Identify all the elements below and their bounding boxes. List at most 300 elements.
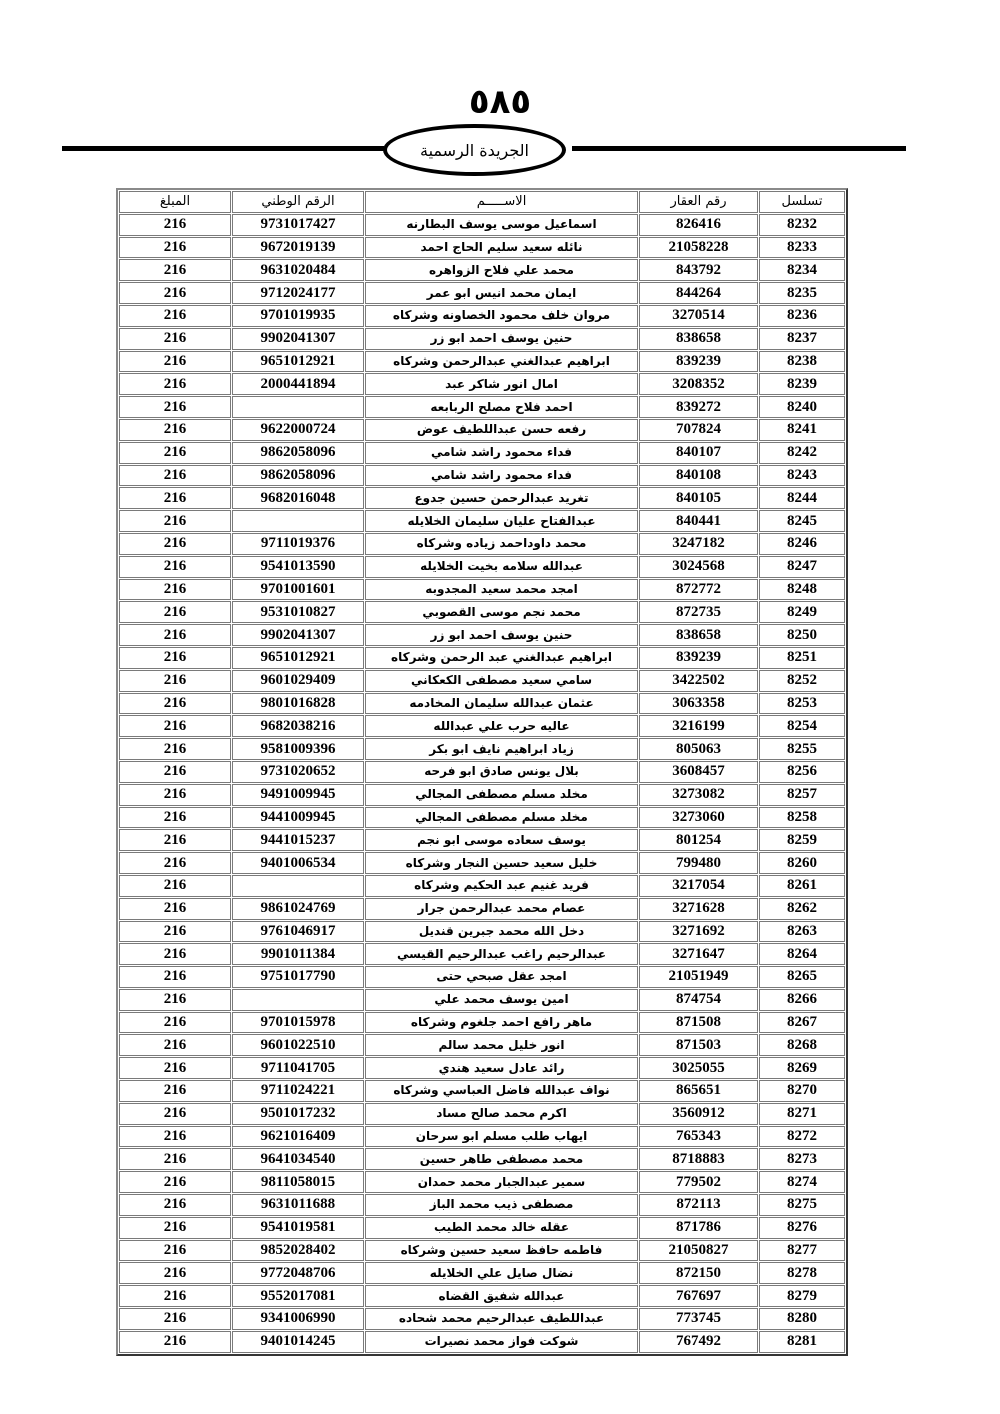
table-row <box>119 1217 845 1239</box>
cell-national-id: 9581009396 <box>232 738 364 760</box>
cell-serial: 8238 <box>759 351 845 373</box>
cell-name: شوكت فواز محمد نصيرات <box>365 1331 638 1353</box>
cell-serial: 8251 <box>759 647 845 669</box>
cell-national-id: 9801016828 <box>232 693 364 715</box>
cell-amount: 216 <box>119 1331 231 1353</box>
cell-serial: 8236 <box>759 305 845 327</box>
table-row <box>119 465 845 487</box>
cell-serial: 8237 <box>759 328 845 350</box>
table-row <box>119 442 845 464</box>
cell-name: ايهاب طلب مسلم ابو سرحان <box>365 1126 638 1148</box>
cell-property-number: 767697 <box>639 1285 758 1307</box>
cell-serial: 8266 <box>759 989 845 1011</box>
table-row <box>119 1126 845 1148</box>
cell-name: مصطفى ذيب محمد الباز <box>365 1194 638 1216</box>
cell-serial: 8268 <box>759 1034 845 1056</box>
cell-national-id: 9761046917 <box>232 921 364 943</box>
column-header-property-number: رقم العقار <box>639 191 758 213</box>
cell-national-id: 9601029409 <box>232 670 364 692</box>
publication-title: الجريدة الرسمية <box>419 140 529 160</box>
cell-property-number: 872150 <box>639 1262 758 1284</box>
table-row <box>119 556 845 578</box>
cell-name: عاليه حرب علي عبدالله <box>365 715 638 737</box>
cell-name: ماهر رافع احمد جلغوم وشركاه <box>365 1012 638 1034</box>
cell-serial: 8278 <box>759 1262 845 1284</box>
cell-amount: 216 <box>119 1262 231 1284</box>
cell-national-id: 9861024769 <box>232 898 364 920</box>
cell-name: نواف عبدالله فاضل العباسي وشركاه <box>365 1080 638 1102</box>
cell-amount: 216 <box>119 784 231 806</box>
cell-name: مخلد مسلم مصطفى المجالي <box>365 784 638 806</box>
cell-serial: 8234 <box>759 259 845 281</box>
cell-amount: 216 <box>119 807 231 829</box>
cell-name: رفعه حسن عبداللطيف عوض <box>365 419 638 441</box>
table-row <box>119 1262 845 1284</box>
cell-national-id: 9701001601 <box>232 579 364 601</box>
cell-national-id: 9811058015 <box>232 1171 364 1193</box>
table-row <box>119 921 845 943</box>
table-row <box>119 647 845 669</box>
cell-serial: 8274 <box>759 1171 845 1193</box>
cell-amount: 216 <box>119 898 231 920</box>
cell-name: عبدالله سلامه بخيت الخلايله <box>365 556 638 578</box>
cell-amount: 216 <box>119 1012 231 1034</box>
cell-name: عبدالفتاح عليان سليمان الخلايله <box>365 510 638 532</box>
cell-serial: 8232 <box>759 214 845 236</box>
cell-name: عصام محمد عبدالرحمن جرار <box>365 898 638 920</box>
cell-name: انور خليل محمد سالم <box>365 1034 638 1056</box>
table-row <box>119 761 845 783</box>
cell-national-id: 9631011688 <box>232 1194 364 1216</box>
table-row <box>119 1034 845 1056</box>
cell-amount: 216 <box>119 510 231 532</box>
cell-serial: 8259 <box>759 829 845 851</box>
cell-national-id: 9701015978 <box>232 1012 364 1034</box>
cell-national-id: 9441009945 <box>232 807 364 829</box>
cell-serial: 8241 <box>759 419 845 441</box>
cell-name: احمد فلاح مصلح الربابعه <box>365 396 638 418</box>
cell-national-id: 9501017232 <box>232 1103 364 1125</box>
table-row <box>119 510 845 532</box>
cell-amount: 216 <box>119 1034 231 1056</box>
cell-serial: 8273 <box>759 1148 845 1170</box>
cell-serial: 8270 <box>759 1080 845 1102</box>
cell-property-number: 3216199 <box>639 715 758 737</box>
cell-national-id <box>232 510 364 532</box>
table-row <box>119 1148 845 1170</box>
cell-serial: 8263 <box>759 921 845 943</box>
cell-national-id: 9541013590 <box>232 556 364 578</box>
table-row <box>119 1103 845 1125</box>
cell-name: سمير عبدالجبار محمد حمدان <box>365 1171 638 1193</box>
cell-national-id: 9651012921 <box>232 351 364 373</box>
cell-serial: 8281 <box>759 1331 845 1353</box>
cell-name: امال انور شاكر عبد <box>365 373 638 395</box>
cell-property-number: 871503 <box>639 1034 758 1056</box>
cell-name: عبدالرحيم راغب عبدالرحيم القيسي <box>365 943 638 965</box>
table-row <box>119 1171 845 1193</box>
cell-amount: 216 <box>119 1308 231 1330</box>
cell-amount: 216 <box>119 761 231 783</box>
cell-national-id: 9341006990 <box>232 1308 364 1330</box>
cell-name: سامي سعيد مصطفى الكعكاني <box>365 670 638 692</box>
cell-serial: 8253 <box>759 693 845 715</box>
cell-name: ابراهيم عبدالغني عبد الرحمن وشركاه <box>365 647 638 669</box>
cell-property-number: 3063358 <box>639 693 758 715</box>
cell-national-id <box>232 875 364 897</box>
cell-property-number: 21051949 <box>639 966 758 988</box>
cell-serial: 8271 <box>759 1103 845 1125</box>
cell-serial: 8256 <box>759 761 845 783</box>
cell-name: فداء محمود راشد شامي <box>365 465 638 487</box>
table-row <box>119 214 845 236</box>
cell-amount: 216 <box>119 921 231 943</box>
cell-amount: 216 <box>119 351 231 373</box>
cell-serial: 8252 <box>759 670 845 692</box>
cell-property-number: 840107 <box>639 442 758 464</box>
cell-serial: 8277 <box>759 1240 845 1262</box>
cell-name: عبدالله شفيق القضاه <box>365 1285 638 1307</box>
table-row <box>119 1308 845 1330</box>
table-row <box>119 898 845 920</box>
table-row <box>119 784 845 806</box>
cell-national-id: 9601022510 <box>232 1034 364 1056</box>
cell-national-id: 9682038216 <box>232 715 364 737</box>
cell-name: فاطمه حافظ سعيد حسين وشركاه <box>365 1240 638 1262</box>
cell-property-number: 21058228 <box>639 237 758 259</box>
cell-national-id: 9682016048 <box>232 487 364 509</box>
cell-serial: 8239 <box>759 373 845 395</box>
table-row <box>119 373 845 395</box>
cell-name: محمد داوداحمد زياده وشركاه <box>365 533 638 555</box>
cell-national-id: 9902041307 <box>232 328 364 350</box>
cell-serial: 8233 <box>759 237 845 259</box>
cell-national-id: 9901011384 <box>232 943 364 965</box>
cell-serial: 8246 <box>759 533 845 555</box>
cell-serial: 8265 <box>759 966 845 988</box>
cell-amount: 216 <box>119 875 231 897</box>
cell-serial: 8272 <box>759 1126 845 1148</box>
table-row <box>119 487 845 509</box>
cell-national-id: 9711041705 <box>232 1057 364 1079</box>
cell-national-id: 9712024177 <box>232 282 364 304</box>
cell-property-number: 3270514 <box>639 305 758 327</box>
cell-serial: 8280 <box>759 1308 845 1330</box>
cell-name: امجد عقل صبحي حتى <box>365 966 638 988</box>
cell-name: عبداللطيف عبدالرحيم محمد شحاده <box>365 1308 638 1330</box>
cell-property-number: 872735 <box>639 601 758 623</box>
cell-property-number: 3025055 <box>639 1057 758 1079</box>
cell-national-id: 9441015237 <box>232 829 364 851</box>
cell-property-number: 840105 <box>639 487 758 509</box>
table-row <box>119 305 845 327</box>
cell-national-id: 9731020652 <box>232 761 364 783</box>
cell-property-number: 872772 <box>639 579 758 601</box>
table-row <box>119 852 845 874</box>
table-row <box>119 807 845 829</box>
table-row <box>119 1285 845 1307</box>
cell-amount: 216 <box>119 259 231 281</box>
cell-amount: 216 <box>119 989 231 1011</box>
header-rule-left <box>62 146 384 151</box>
cell-serial: 8275 <box>759 1194 845 1216</box>
cell-national-id: 9541019581 <box>232 1217 364 1239</box>
table-row <box>119 328 845 350</box>
cell-national-id: 9672019139 <box>232 237 364 259</box>
cell-name: ايمان محمد انيس ابو عمر <box>365 282 638 304</box>
cell-property-number: 3273082 <box>639 784 758 806</box>
cell-property-number: 840108 <box>639 465 758 487</box>
cell-national-id: 9862058096 <box>232 465 364 487</box>
cell-serial: 8242 <box>759 442 845 464</box>
cell-name: فريد غنيم عبد الحكيم وشركاه <box>365 875 638 897</box>
cell-national-id: 9852028402 <box>232 1240 364 1262</box>
cell-amount: 216 <box>119 328 231 350</box>
table-row <box>119 624 845 646</box>
cell-serial: 8269 <box>759 1057 845 1079</box>
cell-serial: 8261 <box>759 875 845 897</box>
cell-property-number: 3271647 <box>639 943 758 965</box>
cell-serial: 8248 <box>759 579 845 601</box>
cell-property-number: 8718883 <box>639 1148 758 1170</box>
cell-serial: 8245 <box>759 510 845 532</box>
table-row <box>119 829 845 851</box>
cell-name: فداء محمود راشد شامي <box>365 442 638 464</box>
cell-national-id: 9711019376 <box>232 533 364 555</box>
cell-name: عثمان عبدالله سليمان المخادمه <box>365 693 638 715</box>
cell-property-number: 3208352 <box>639 373 758 395</box>
cell-national-id <box>232 989 364 1011</box>
cell-property-number: 765343 <box>639 1126 758 1148</box>
cell-national-id: 9531010827 <box>232 601 364 623</box>
table-row <box>119 1057 845 1079</box>
cell-amount: 216 <box>119 647 231 669</box>
cell-amount: 216 <box>119 214 231 236</box>
cell-property-number: 3024568 <box>639 556 758 578</box>
table-row <box>119 966 845 988</box>
table-row <box>119 943 845 965</box>
cell-serial: 8257 <box>759 784 845 806</box>
cell-property-number: 843792 <box>639 259 758 281</box>
cell-national-id <box>232 396 364 418</box>
cell-serial: 8240 <box>759 396 845 418</box>
table-row <box>119 351 845 373</box>
table-row <box>119 1240 845 1262</box>
cell-name: يوسف سعاده موسى ابو نجم <box>365 829 638 851</box>
table-row <box>119 396 845 418</box>
cell-property-number: 865651 <box>639 1080 758 1102</box>
column-header-amount: المبلغ <box>119 191 231 213</box>
cell-property-number: 805063 <box>639 738 758 760</box>
cell-property-number: 767492 <box>639 1331 758 1353</box>
cell-amount: 216 <box>119 693 231 715</box>
cell-name: ابراهيم عبدالغني عبدالرحمن وشركاه <box>365 351 638 373</box>
cell-national-id: 9731017427 <box>232 214 364 236</box>
cell-national-id: 9772048706 <box>232 1262 364 1284</box>
cell-serial: 8262 <box>759 898 845 920</box>
table-row <box>119 738 845 760</box>
cell-amount: 216 <box>119 715 231 737</box>
table-row <box>119 693 845 715</box>
cell-amount: 216 <box>119 670 231 692</box>
cell-property-number: 839239 <box>639 351 758 373</box>
cell-name: محمد نجم موسى القصوبي <box>365 601 638 623</box>
page-number: ٥٨٥ <box>468 82 532 122</box>
cell-property-number: 707824 <box>639 419 758 441</box>
cell-national-id: 9552017081 <box>232 1285 364 1307</box>
cell-serial: 8264 <box>759 943 845 965</box>
cell-national-id: 9641034540 <box>232 1148 364 1170</box>
table-row <box>119 875 845 897</box>
cell-property-number: 773745 <box>639 1308 758 1330</box>
cell-national-id: 9751017790 <box>232 966 364 988</box>
cell-property-number: 838658 <box>639 624 758 646</box>
cell-name: رائد عادل سعيد هندي <box>365 1057 638 1079</box>
cell-amount: 216 <box>119 1171 231 1193</box>
cell-amount: 216 <box>119 556 231 578</box>
cell-property-number: 826416 <box>639 214 758 236</box>
cell-name: بلال يونس صادق ابو فرحه <box>365 761 638 783</box>
cell-name: خليل سعيد حسين النجار وشركاه <box>365 852 638 874</box>
table-row <box>119 533 845 555</box>
cell-national-id: 9622000724 <box>232 419 364 441</box>
cell-amount: 216 <box>119 396 231 418</box>
cell-name: اكرم محمد صالح مساد <box>365 1103 638 1125</box>
cell-name: تغريد عبدالرحمن حسين جدوع <box>365 487 638 509</box>
cell-national-id: 9491009945 <box>232 784 364 806</box>
cell-serial: 8279 <box>759 1285 845 1307</box>
cell-property-number: 3608457 <box>639 761 758 783</box>
cell-property-number: 871786 <box>639 1217 758 1239</box>
cell-amount: 216 <box>119 1217 231 1239</box>
cell-name: اسماعيل موسى يوسف البطارنه <box>365 214 638 236</box>
cell-amount: 216 <box>119 624 231 646</box>
cell-property-number: 3422502 <box>639 670 758 692</box>
cell-serial: 8247 <box>759 556 845 578</box>
table-row <box>119 601 845 623</box>
column-header-name: الاســـــم <box>365 191 638 213</box>
cell-property-number: 799480 <box>639 852 758 874</box>
table-row <box>119 237 845 259</box>
table-row <box>119 1331 845 1353</box>
cell-amount: 216 <box>119 1057 231 1079</box>
table-row <box>119 259 845 281</box>
cell-amount: 216 <box>119 282 231 304</box>
cell-amount: 216 <box>119 533 231 555</box>
cell-amount: 216 <box>119 1148 231 1170</box>
cell-name: دخل الله محمد جبرين قنديل <box>365 921 638 943</box>
cell-national-id: 9711024221 <box>232 1080 364 1102</box>
cell-property-number: 3271628 <box>639 898 758 920</box>
cell-amount: 216 <box>119 829 231 851</box>
cell-property-number: 872113 <box>639 1194 758 1216</box>
cell-amount: 216 <box>119 442 231 464</box>
cell-amount: 216 <box>119 966 231 988</box>
cell-serial: 8258 <box>759 807 845 829</box>
cell-serial: 8267 <box>759 1012 845 1034</box>
cell-property-number: 839239 <box>639 647 758 669</box>
cell-property-number: 3217054 <box>639 875 758 897</box>
cell-amount: 216 <box>119 1126 231 1148</box>
cell-amount: 216 <box>119 237 231 259</box>
cell-name: نضال صايل علي الخلايله <box>365 1262 638 1284</box>
cell-property-number: 844264 <box>639 282 758 304</box>
table-row <box>119 989 845 1011</box>
column-header-serial: تسلسل <box>759 191 845 213</box>
table-row <box>119 1194 845 1216</box>
cell-serial: 8250 <box>759 624 845 646</box>
cell-property-number: 871508 <box>639 1012 758 1034</box>
cell-national-id: 9651012921 <box>232 647 364 669</box>
cell-name: زياد ابراهيم نايف ابو بكر <box>365 738 638 760</box>
table-row <box>119 670 845 692</box>
cell-property-number: 839272 <box>639 396 758 418</box>
cell-serial: 8276 <box>759 1217 845 1239</box>
cell-serial: 8235 <box>759 282 845 304</box>
cell-serial: 8243 <box>759 465 845 487</box>
cell-amount: 216 <box>119 852 231 874</box>
cell-name: امجد محمد سعيد المجدوبه <box>365 579 638 601</box>
cell-name: عقله خالد محمد الطيب <box>365 1217 638 1239</box>
cell-national-id: 9631020484 <box>232 259 364 281</box>
cell-name: نائله سعيد سليم الحاج احمد <box>365 237 638 259</box>
column-header-national-id: الرقم الوطني <box>232 191 364 213</box>
cell-serial: 8255 <box>759 738 845 760</box>
cell-property-number: 874754 <box>639 989 758 1011</box>
cell-amount: 216 <box>119 738 231 760</box>
cell-amount: 216 <box>119 419 231 441</box>
cell-amount: 216 <box>119 579 231 601</box>
cell-national-id: 2000441894 <box>232 373 364 395</box>
cell-amount: 216 <box>119 1103 231 1125</box>
table-row <box>119 1080 845 1102</box>
cell-property-number: 3271692 <box>639 921 758 943</box>
cell-national-id: 9621016409 <box>232 1126 364 1148</box>
cell-amount: 216 <box>119 601 231 623</box>
cell-name: مخلد مسلم مصطفى المجالي <box>365 807 638 829</box>
records-table <box>116 188 848 1356</box>
cell-amount: 216 <box>119 1080 231 1102</box>
cell-name: حنين يوسف احمد ابو زر <box>365 328 638 350</box>
cell-national-id: 9862058096 <box>232 442 364 464</box>
cell-amount: 216 <box>119 1194 231 1216</box>
cell-national-id: 9401006534 <box>232 852 364 874</box>
cell-amount: 216 <box>119 487 231 509</box>
table-header-row <box>119 191 845 213</box>
cell-serial: 8254 <box>759 715 845 737</box>
cell-property-number: 3560912 <box>639 1103 758 1125</box>
publication-title-badge <box>383 124 566 176</box>
cell-name: حنين يوسف احمد ابو زر <box>365 624 638 646</box>
cell-amount: 216 <box>119 943 231 965</box>
cell-amount: 216 <box>119 1285 231 1307</box>
cell-amount: 216 <box>119 373 231 395</box>
cell-national-id: 9701019935 <box>232 305 364 327</box>
table-row <box>119 715 845 737</box>
cell-amount: 216 <box>119 465 231 487</box>
cell-property-number: 838658 <box>639 328 758 350</box>
table-row <box>119 419 845 441</box>
table-row <box>119 579 845 601</box>
cell-property-number: 801254 <box>639 829 758 851</box>
cell-serial: 8249 <box>759 601 845 623</box>
cell-name: محمد علي فلاح الزواهره <box>365 259 638 281</box>
cell-name: امين يوسف محمد علي <box>365 989 638 1011</box>
cell-name: مروان خلف محمود الخصاونه وشركاه <box>365 305 638 327</box>
cell-serial: 8244 <box>759 487 845 509</box>
cell-amount: 216 <box>119 305 231 327</box>
cell-property-number: 3273060 <box>639 807 758 829</box>
